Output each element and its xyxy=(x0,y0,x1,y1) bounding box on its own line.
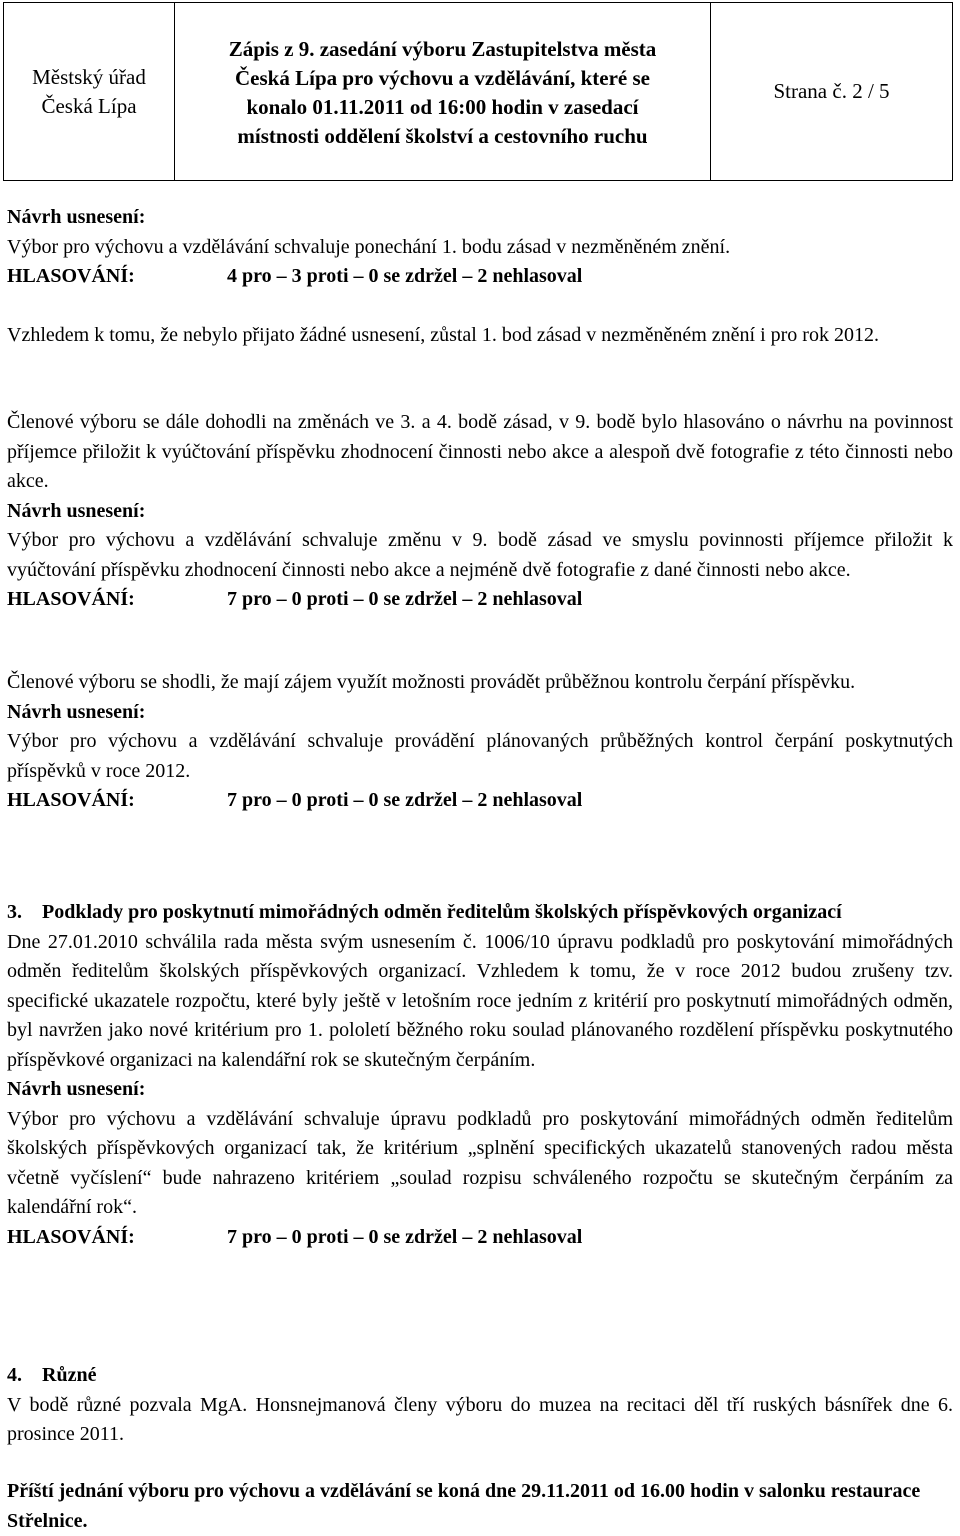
vote-result: 4 pro – 3 proti – 0 se zdržel – 2 nehlasoval xyxy=(227,265,583,287)
proposal-text: Výbor pro výchovu a vzdělávání schvaluje úpravu podkladů pro poskytování mimořádných odměn ředitelům školských příspěvkových organizací tak, že kritérium „splnění specifických ukazatelů stanovených radou města včetně vyčíslení“ bude nahrazeno kritériem „soulad rozpisu schváleného rozpočtu se skutečným čerpáním za kalendářní rok“. xyxy=(7,1107,953,1218)
title-line: Česká Lípa pro výchovu a vzdělávání, které se xyxy=(235,65,650,90)
office-city: Česká Lípa xyxy=(41,93,137,118)
resolution-block-4 xyxy=(7,668,953,816)
title-line: Zápis z 9. zasedání výboru Zastupitelstva města xyxy=(228,36,657,61)
proposal-label: Návrh usnesení: xyxy=(7,206,146,228)
proposal-label: Návrh usnesení: xyxy=(7,700,146,723)
header-table xyxy=(3,2,953,181)
vote-result: 7 pro – 0 proti – 0 se zdržel – 2 nehlasoval xyxy=(227,789,583,811)
section-number: 3. xyxy=(7,901,22,923)
section-title: Různé xyxy=(42,1364,97,1386)
paragraph-text: Členové výboru se shodli, že mají zájem využít možnosti provádět průběžnou kontrolu čerpání příspěvku. xyxy=(7,671,856,693)
vote-label: HLASOVÁNÍ: xyxy=(7,588,135,610)
page-number xyxy=(711,3,952,180)
next-meeting xyxy=(7,1477,953,1536)
vote-result: 7 pro – 0 proti – 0 se zdržel – 2 nehlasoval xyxy=(227,588,583,610)
section-title: Podklady pro poskytnutí mimořádných odměn ředitelům školských příspěvkových organizací xyxy=(42,901,842,923)
vote-result: 7 pro – 0 proti – 0 se zdržel – 2 nehlasoval xyxy=(227,1225,583,1248)
proposal-text: Výbor pro výchovu a vzdělávání schvaluje provádění plánovaných průběžných kontrol čerpání poskytnutých příspěvků v roce 2012. xyxy=(7,730,953,782)
vote-line xyxy=(7,585,953,615)
vote-line xyxy=(7,786,953,816)
next-meeting-text: Příští jednání výboru pro výchovu a vzdělávání se koná dne 29.11.2011 od 16.00 hodin v salonku restaurace Střelnice. xyxy=(7,1480,921,1532)
vote-line xyxy=(7,262,953,292)
proposal-label: Návrh usnesení: xyxy=(7,1078,146,1100)
proposal-text: Výbor pro výchovu a vzdělávání schvaluje změnu v 9. bodě zásad ve smyslu povinnosti příjemce přiložit k vyúčtování příspěvku zhodnocení činnosti nebo akce a nejméně dvě fotografie z dané činnosti nebo akce. xyxy=(7,529,953,581)
vote-line xyxy=(7,1223,953,1253)
office-cell xyxy=(4,3,175,180)
resolution-block-1 xyxy=(7,203,953,292)
vote-label: HLASOVÁNÍ: xyxy=(7,265,135,287)
section-heading xyxy=(7,898,953,928)
section-4 xyxy=(7,1361,953,1450)
proposal-label: Návrh usnesení: xyxy=(7,499,146,522)
paragraph-text: V bodě různé pozvala MgA. Honsnejmanová členy výboru do muzea na recitaci děl tří ruských básnířek dne 6. prosince 2011. xyxy=(7,1393,953,1445)
resolution-block-3 xyxy=(7,408,953,615)
office-name: Městský úřad xyxy=(32,64,146,89)
section-number: 4. xyxy=(7,1364,22,1386)
page-number-label: Strana č. 2 / 5 xyxy=(773,79,890,103)
paragraph-block-2 xyxy=(7,321,953,351)
document-title xyxy=(175,3,711,180)
vote-label: HLASOVÁNÍ: xyxy=(7,1225,135,1248)
title-line: konalo 01.11.2011 od 16:00 hodin v zasedací xyxy=(246,94,639,119)
section-3 xyxy=(7,898,953,1252)
vote-label: HLASOVÁNÍ: xyxy=(7,789,135,811)
title-line: místnosti oddělení školství a cestovního ruchu xyxy=(237,123,648,148)
paragraph-text: Dne 27.01.2010 schválila rada města svým usnesením č. 1006/10 úpravu podkladů pro poskytování mimořádných odměn ředitelům školských příspěvkových organizací. Vzhledem k tomu, že v roce 2012 budou zrušeny tzv. specifické ukazatele rozpočtu, které byly ještě v letošním roce jedním z kritérií pro poskytnutí mimořádných odměn, byl navržen jako nové kritérium pro 1. pololetí běžného roku soulad plánovaného rozdělení příspěvku poskytnutého příspěvkové organizaci na kalendářní rok se skutečným čerpáním. xyxy=(7,930,953,1071)
section-heading xyxy=(7,1361,953,1391)
proposal-text: Výbor pro výchovu a vzdělávání schvaluje ponechání 1. bodu zásad v nezměněném znění. xyxy=(7,235,731,258)
paragraph-text: Vzhledem k tomu, že nebylo přijato žádné usnesení, zůstal 1. bod zásad v nezměněném znění i pro rok 2012. xyxy=(7,324,879,346)
paragraph-text: Členové výboru se dále dohodli na změnách ve 3. a 4. bodě zásad, v 9. bodě bylo hlasováno o návrhu na povinnost příjemce přiložit k vyúčtování příspěvku zhodnocení činnosti nebo akce a alespoň dvě fotografie z této činnosti nebo akce. xyxy=(7,411,953,492)
